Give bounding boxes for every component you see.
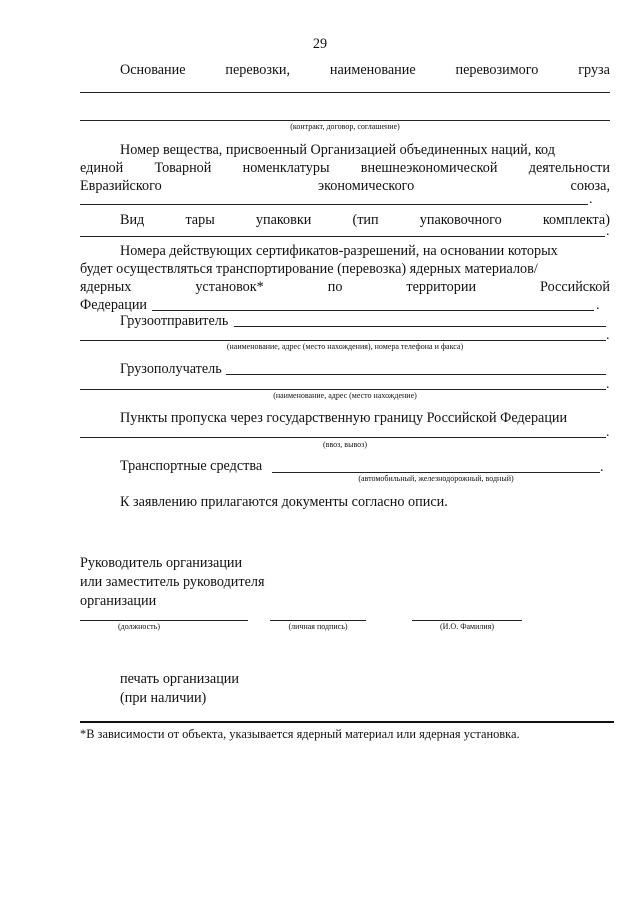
shipper-label: Грузоотправитель [120, 313, 229, 329]
substance-word: внешнеэкономической [360, 160, 498, 176]
signature-field-line[interactable] [270, 620, 366, 621]
attachments-text: К заявлению прилагаются документы согласно описи. [120, 494, 448, 510]
certificates-word: территории [406, 279, 477, 295]
substance-word: единой [80, 160, 124, 176]
border-text: Пункты пропуска через государственную границу Российской Федерации [120, 410, 568, 426]
substance-word: экономического [317, 178, 415, 194]
consignee-label: Грузополучатель [120, 361, 222, 377]
field-end-period: . [589, 192, 593, 207]
shipper-caption: (наименование, адрес (место нахождения), номера телефона и факса) [226, 342, 464, 351]
field-end-period: . [606, 224, 610, 239]
seal-line-1: печать организации [120, 671, 239, 687]
substance-word: союза, [570, 178, 610, 194]
packaging-word: тары [185, 212, 215, 228]
basis-field-line-2[interactable] [80, 120, 610, 121]
border-field-line[interactable] [80, 437, 606, 438]
basis-word: перевозимого [455, 62, 539, 78]
packaging-label [120, 212, 610, 229]
certificates-word: ядерных [80, 279, 132, 295]
transport-caption: (автомобильный, железнодорожный, водный) [358, 474, 514, 483]
substance-word: деятельности [528, 160, 610, 176]
substance-line-3 [80, 178, 610, 195]
basis-caption: (контракт, договор, соглашение) [290, 122, 400, 131]
certificates-line-4: Федерации [80, 297, 148, 313]
basis-word: Основание [120, 62, 186, 78]
basis-word: наименование [329, 62, 416, 78]
substance-line-2 [80, 160, 610, 177]
substance-field-line[interactable] [80, 204, 588, 205]
page-number: 29 [312, 36, 328, 52]
full-name-field-line[interactable] [412, 620, 522, 621]
substance-word: Евразийского [80, 178, 162, 194]
certificates-word: установок* [195, 279, 264, 295]
packaging-word: Вид [120, 212, 145, 228]
packaging-word: упаковки [255, 212, 312, 228]
footnote-separator [80, 721, 614, 723]
consignee-field-line-2[interactable] [80, 389, 606, 390]
packaging-word: комплекта) [542, 212, 610, 228]
field-end-period: . [606, 425, 610, 440]
substance-word: номенклатуры [242, 160, 330, 176]
field-end-period: . [600, 460, 604, 475]
position-field-line[interactable] [80, 620, 248, 621]
field-end-period: . [606, 377, 610, 392]
certificates-line-3 [80, 279, 610, 296]
position-caption: (должность) [118, 622, 160, 631]
basis-word: перевозки, [225, 62, 291, 78]
shipper-field-line-1[interactable] [234, 326, 606, 327]
footnote-text: *В зависимости от объекта, указывается ядерный материал или ядерная установка. [80, 727, 520, 741]
border-caption: (ввоз, вывоз) [322, 440, 368, 449]
substance-word: Товарной [154, 160, 212, 176]
basis-word: груза [578, 62, 610, 78]
certificates-line-1: Номера действующих сертификатов-разрешений, на основании которых [120, 243, 558, 259]
consignee-caption: (наименование, адрес (место нахождение) [273, 391, 417, 400]
substance-line-1: Номер вещества, присвоенный Организацией объединенных наций, код [120, 142, 555, 158]
full-name-caption: (И.О. Фамилия) [439, 622, 495, 631]
packaging-word: (тип [352, 212, 379, 228]
transport-label: Транспортные средства [120, 458, 263, 474]
signature-caption: (личная подпись) [288, 622, 348, 631]
signatory-line-3: организации [80, 593, 157, 609]
certificates-word: по [327, 279, 343, 295]
consignee-field-line-1[interactable] [226, 374, 606, 375]
shipper-field-line-2[interactable] [80, 340, 606, 341]
certificates-word: Российской [540, 279, 610, 295]
field-end-period: . [606, 328, 610, 343]
transport-field-line[interactable] [272, 472, 600, 473]
packaging-field-line[interactable] [80, 236, 605, 237]
certificates-field-line[interactable] [152, 310, 594, 311]
signatory-line-2: или заместитель руководителя [80, 574, 265, 590]
basis-label [120, 62, 610, 79]
signatory-line-1: Руководитель организации [80, 555, 243, 571]
field-end-period: . [596, 298, 600, 313]
basis-field-line-1[interactable] [80, 92, 610, 93]
packaging-word: упаковочного [419, 212, 502, 228]
certificates-line-2: будет осуществляться транспортирование (перевозка) ядерных материалов/ [80, 261, 538, 277]
seal-line-2: (при наличии) [120, 690, 207, 706]
